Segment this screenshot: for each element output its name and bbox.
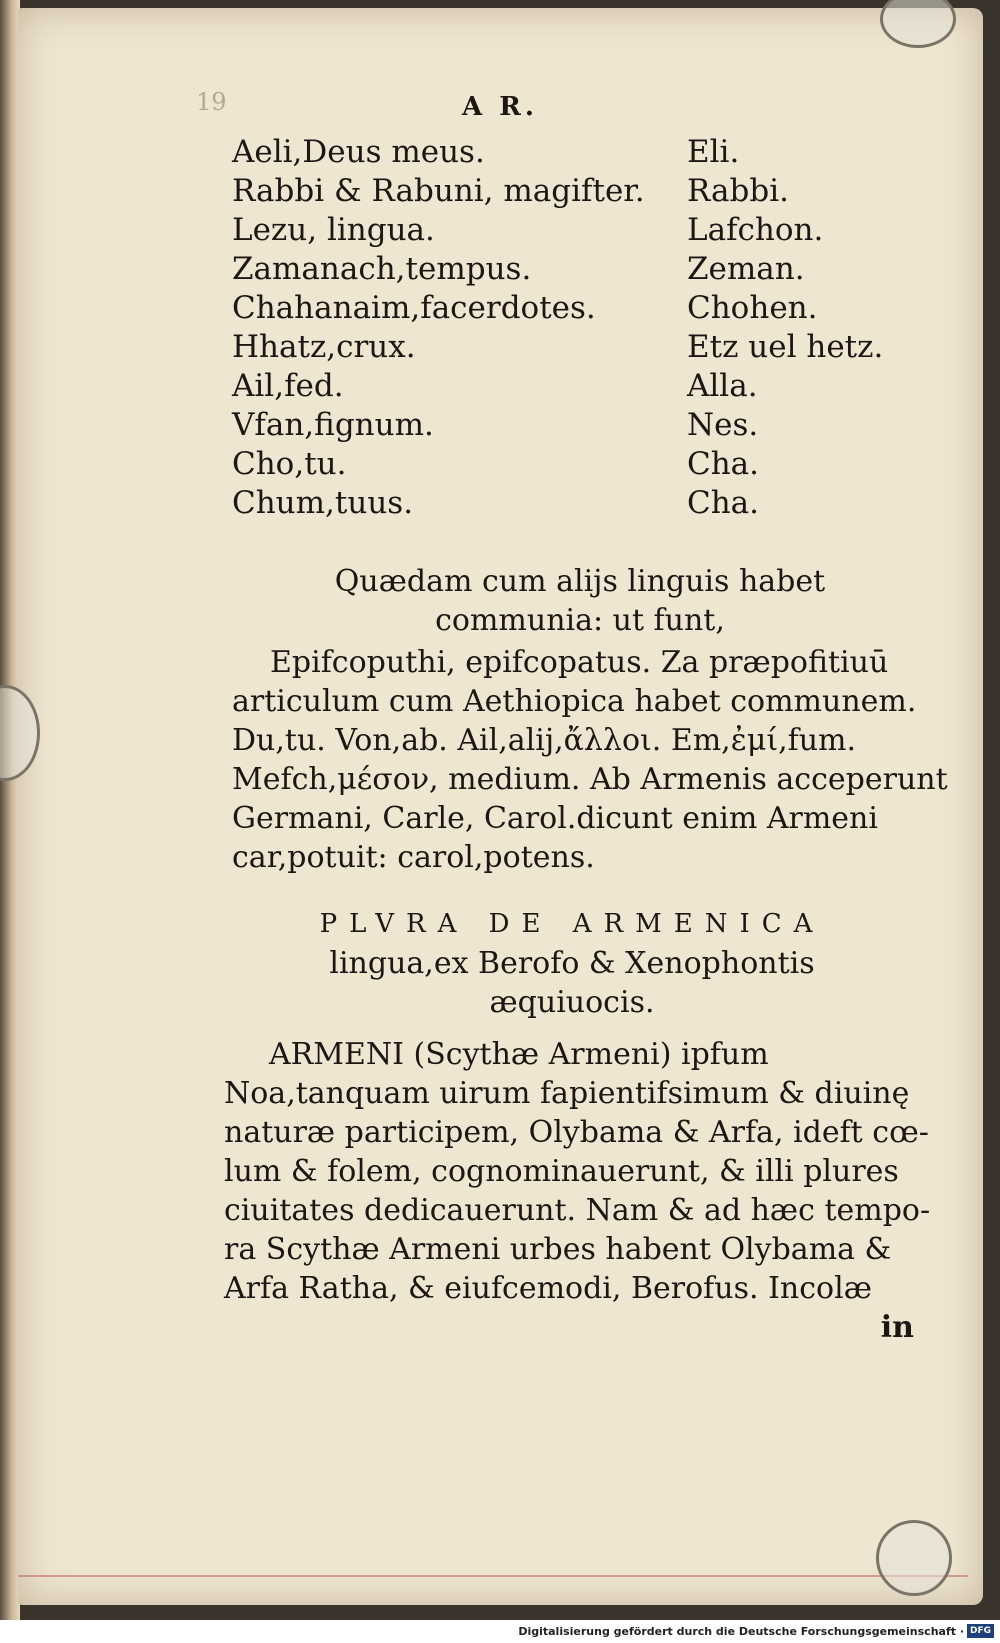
common-paragraph — [232, 643, 948, 877]
vocab-row — [232, 484, 912, 523]
paragraph-line: articulum cum Aethiopica habet communem. — [232, 684, 917, 719]
vocab-hebrew: Eli. — [687, 134, 740, 170]
vocab-term: Zamanach,tempus. — [232, 251, 532, 287]
page-edge-rule — [18, 1575, 968, 1577]
paragraph-line: lum & folem, cognominauerunt, & illi plures — [224, 1154, 899, 1189]
book-binding — [0, 0, 20, 1620]
vocab-term: Vfan,fignum. — [232, 407, 434, 443]
paragraph-line: Mefch,μέσον, medium. Ab Armenis acceperunt — [232, 762, 948, 797]
section-heading-caps: PLVRA DE ARMENICA — [319, 909, 825, 939]
vocab-term: Ail,fed. — [232, 368, 344, 404]
dfg-logo: DFG — [967, 1624, 994, 1638]
vocab-term: Chahanaim,facerdotes. — [232, 290, 596, 326]
paragraph-line: Epifcoputhi, epifcopatus. Za præpofitiuū — [270, 645, 889, 680]
common-heading-line: Quædam cum alijs linguis habet — [334, 564, 826, 599]
vocab-term: Lezu, lingua. — [232, 212, 435, 248]
vocab-term: Rabbi & Rabuni, magifter. — [232, 173, 645, 209]
vocab-row — [232, 289, 912, 328]
funding-credit: Digitalisierung gefördert durch die Deutsche Forschungsgemeinschaft · — [518, 1625, 964, 1638]
vocab-row — [232, 406, 912, 445]
vocabulary-list — [232, 133, 912, 523]
paragraph-line: naturæ participem, Olybama & Arfa, ideft cœ- — [224, 1115, 929, 1150]
clasp-bottom-right — [876, 1520, 952, 1596]
vocab-term: Chum,tuus. — [232, 485, 414, 521]
common-heading-line: communia: ut funt, — [435, 603, 725, 638]
vocab-hebrew: Nes. — [687, 407, 759, 443]
vocab-term: Hhatz,crux. — [232, 329, 416, 365]
paragraph-line: ra Scythæ Armeni urbes habent Olybama & — [224, 1232, 892, 1267]
vocab-row — [232, 250, 912, 289]
vocab-hebrew: Lafchon. — [687, 212, 824, 248]
vocab-hebrew: Cha. — [687, 485, 760, 521]
vocab-hebrew: Zeman. — [687, 251, 805, 287]
paragraph-line: ciuitates dedicauerunt. Nam & ad hæc tempo- — [224, 1193, 931, 1228]
paragraph-line: Noa,tanquam uirum fapientifsimum & diuinę — [224, 1076, 910, 1111]
vocab-row — [232, 133, 912, 172]
paragraph-line: car,potuit: carol,potens. — [232, 840, 595, 875]
vocab-hebrew: Chohen. — [687, 290, 818, 326]
vocab-hebrew: Etz uel hetz. — [687, 329, 884, 365]
catchword: in — [880, 1310, 914, 1345]
vocab-hebrew: Cha. — [687, 446, 760, 482]
vocab-term: Aeli,Deus meus. — [232, 134, 485, 170]
running-head: A R. — [462, 92, 538, 122]
vocab-term: Cho,tu. — [232, 446, 347, 482]
section-heading — [232, 905, 912, 1022]
section-paragraph — [224, 1035, 931, 1347]
vocab-hebrew: Rabbi. — [687, 173, 789, 209]
common-heading — [280, 562, 880, 640]
vocab-row — [232, 172, 912, 211]
page-folio: 19 — [196, 88, 227, 116]
paragraph-line: Arfa Ratha, & eiufcemodi, Berofus. Incolæ — [224, 1271, 872, 1306]
vocab-row — [232, 367, 912, 406]
section-heading-line: æquiuocis. — [489, 985, 655, 1020]
vocab-hebrew: Alla. — [687, 368, 758, 404]
section-heading-line: lingua,ex Berofo & Xenophontis — [329, 946, 815, 981]
vocab-row — [232, 211, 912, 250]
vocab-row — [232, 328, 912, 367]
paragraph-line: Germani, Carle, Carol.dicunt enim Armeni — [232, 801, 878, 836]
paragraph-line: ARMENI (Scythæ Armeni) ipfum — [269, 1037, 769, 1072]
paragraph-line: Du,tu. Von,ab. Ail,alij,ἄλλοι. Em,ἐμί,fum. — [232, 723, 857, 758]
vocab-row — [232, 445, 912, 484]
